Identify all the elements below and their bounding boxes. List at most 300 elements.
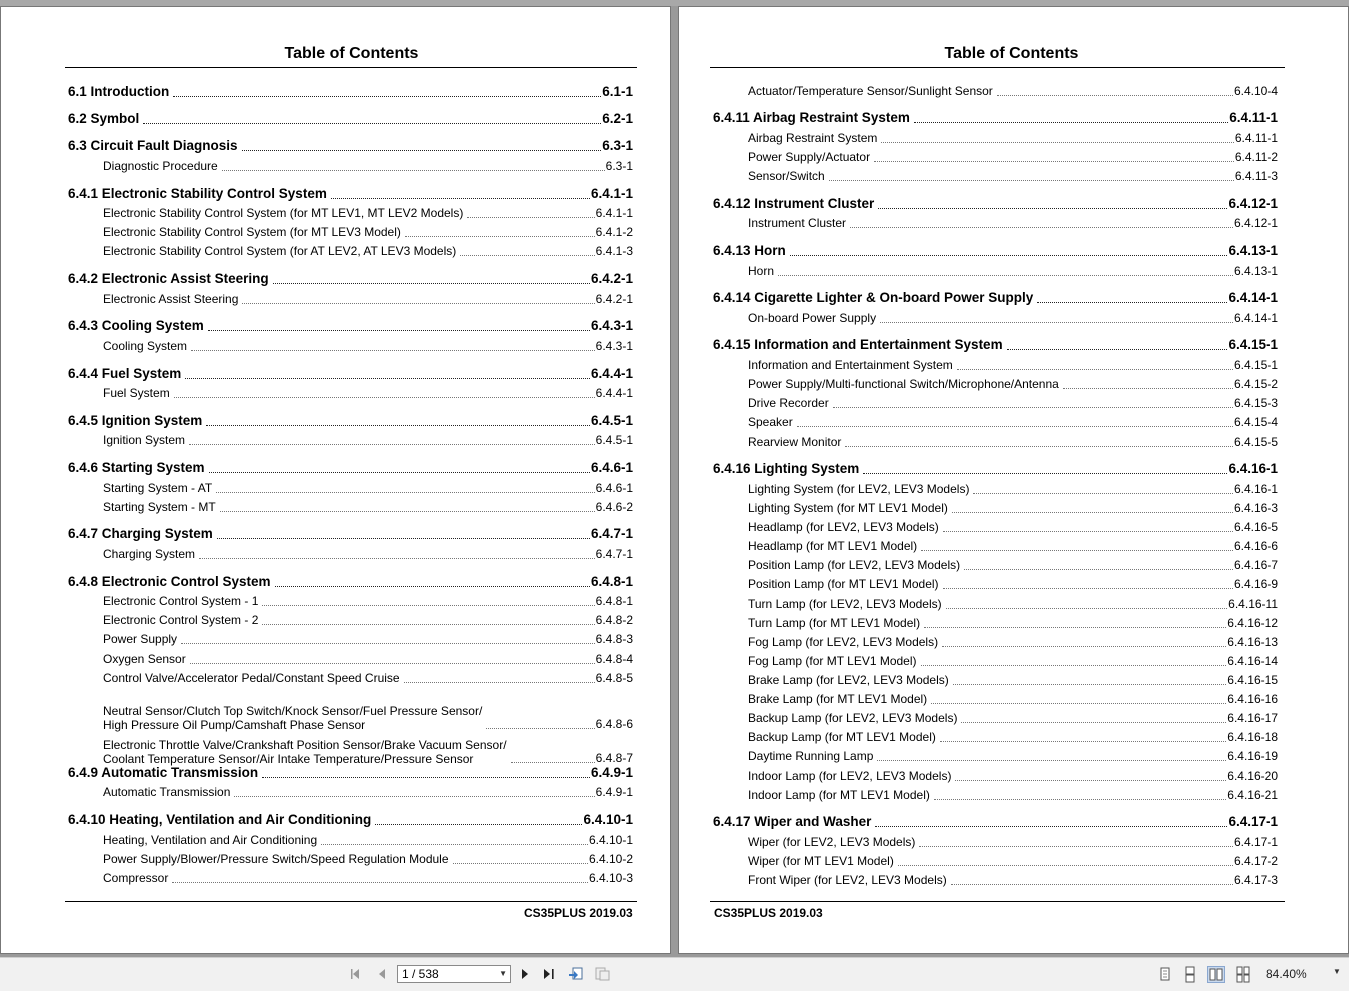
dot-leader — [262, 776, 590, 778]
toc-entry-page: 6.4.17-1 — [1228, 814, 1278, 829]
toc-entry-title: Cooling System — [103, 339, 188, 353]
toc-entry-title: Brake Lamp (for LEV2, LEV3 Models) — [748, 673, 949, 687]
toc-subsection-entry[interactable] — [748, 501, 1278, 516]
toc-subsection-entry[interactable] — [103, 481, 633, 496]
toc-entry-page: 6.4.6-1 — [595, 481, 633, 495]
toc-entry-page: 6.4.2-1 — [595, 292, 633, 306]
dot-leader — [964, 568, 1233, 570]
toc-section-entry[interactable] — [68, 271, 633, 287]
toc-entry-title: Instrument Cluster — [748, 216, 847, 230]
toc-entry-title: 6.4.5 Ignition System — [68, 413, 203, 428]
toc-entry-title: Sensor/Switch — [748, 169, 825, 183]
toc-subsection-entry[interactable] — [748, 482, 1278, 497]
toc-entry-title: Electronic Control System - 1 — [103, 594, 259, 608]
toc-subsection-entry[interactable] — [748, 415, 1278, 430]
toc-entry-title: Power Supply/Blower/Pressure Switch/Speed Regulation Module — [103, 852, 449, 866]
dot-leader — [943, 587, 1233, 589]
toc-section-entry[interactable] — [68, 413, 633, 429]
zoom-dropdown-icon[interactable]: ▼ — [1333, 967, 1341, 976]
toc-subsection-entry[interactable] — [103, 500, 633, 515]
toc-entry-page: 6.4.8-6 — [595, 717, 633, 731]
toc-subsection-entry[interactable] — [748, 150, 1278, 165]
dot-leader — [216, 491, 594, 493]
toc-entry-title: Lighting System (for LEV2, LEV3 Models) — [748, 482, 970, 496]
toc-entry-title: Backup Lamp (for LEV2, LEV3 Models) — [748, 711, 958, 725]
toc-entry-title: Turn Lamp (for LEV2, LEV3 Models) — [748, 597, 942, 611]
dot-leader — [833, 406, 1233, 408]
header-rule — [65, 67, 637, 68]
toc-entry-page: 6.2-1 — [602, 111, 633, 126]
toc-entry-title: 6.3 Circuit Fault Diagnosis — [68, 138, 238, 153]
document-page-left — [1, 7, 670, 953]
footer-rule — [65, 901, 637, 902]
dot-leader — [262, 623, 594, 625]
dot-leader — [951, 883, 1233, 885]
toc-entry-title: Electronic Stability Control System (for MT LEV1, MT LEV2 Models) — [103, 206, 464, 220]
dot-leader — [1037, 301, 1227, 303]
toc-section-entry[interactable] — [68, 186, 633, 202]
toc-subsection-entry[interactable] — [748, 835, 1278, 850]
toc-entry-title: Power Supply/Multi-functional Switch/Microphone/Antenna — [748, 377, 1059, 391]
toc-section-entry[interactable] — [68, 138, 633, 154]
dot-leader — [953, 683, 1227, 685]
page-dropdown-icon[interactable]: ▼ — [499, 969, 507, 978]
toc-section-entry[interactable] — [68, 526, 633, 542]
dot-leader — [778, 274, 1233, 276]
toc-subsection-entry[interactable] — [103, 632, 633, 647]
toc-subsection-entry[interactable] — [748, 692, 1278, 707]
toc-entry-title: Information and Entertainment System — [748, 358, 953, 372]
dot-leader — [881, 141, 1233, 143]
page-title: Table of Contents — [284, 45, 419, 62]
toc-entry-title: Power Supply/Actuator — [748, 150, 871, 164]
toc-entry-title: Rearview Monitor — [748, 435, 842, 449]
toc-subsection-entry[interactable] — [748, 558, 1278, 573]
toc-entry-page: 6.4.17-2 — [1233, 854, 1278, 868]
dot-leader — [863, 472, 1227, 474]
page-footer: CS35PLUS 2019.03 — [714, 906, 823, 920]
toc-entry-page: 6.4.12-1 — [1228, 196, 1278, 211]
toc-subsection-entry[interactable] — [103, 785, 633, 800]
toc-entry-page: 6.4.5-1 — [590, 413, 633, 428]
zoom-level[interactable]: 84.40% — [1266, 967, 1307, 981]
toc-section-entry[interactable] — [68, 765, 633, 781]
toc-entry-page: 6.4.17-1 — [1233, 835, 1278, 849]
toc-entry-page: 6.4.4-1 — [590, 366, 633, 381]
dot-leader — [952, 511, 1233, 513]
toc-entry-page: 6.4.16-13 — [1227, 635, 1278, 649]
toc-entry-title: Airbag Restraint System — [748, 131, 878, 145]
toc-entry-title: 6.4.14 Cigarette Lighter & On-board Power Supply — [713, 290, 1034, 305]
toc-entry-page: 6.4.6-1 — [590, 460, 633, 475]
toc-entry-page: 6.4.16-20 — [1227, 769, 1278, 783]
toc-entry-page: 6.4.4-1 — [595, 386, 633, 400]
toc-entry-title: 6.4.6 Starting System — [68, 460, 205, 475]
toc-entry-page: 6.4.13-1 — [1228, 243, 1278, 258]
toc-entry-page: 6.4.16-15 — [1227, 673, 1278, 687]
toc-subsection-entry[interactable] — [748, 169, 1278, 184]
toc-entry-page: 6.4.8-1 — [595, 594, 633, 608]
dot-leader — [262, 604, 594, 606]
toc-subsection-entry[interactable] — [748, 635, 1278, 650]
toc-entry-title: Wiper (for LEV2, LEV3 Models) — [748, 835, 916, 849]
toc-entry-title: Starting System - MT — [103, 500, 216, 514]
dot-leader — [946, 607, 1228, 609]
toc-entry-page: 6.4.15-3 — [1233, 396, 1278, 410]
toc-entry-title: Speaker — [748, 415, 793, 429]
toc-entry-page: 6.4.5-1 — [595, 433, 633, 447]
dot-leader — [199, 557, 595, 559]
toc-entry-page: 6.4.16-5 — [1233, 520, 1278, 534]
toc-entry-title: Position Lamp (for MT LEV1 Model) — [748, 577, 939, 591]
toc-section-entry[interactable] — [68, 318, 633, 334]
toc-entry-page: 6.4.16-11 — [1228, 597, 1278, 611]
toc-subsection-entry[interactable] — [748, 435, 1278, 450]
toc-entry-page: 6.4.11-2 — [1234, 150, 1278, 164]
toc-subsection-entry[interactable] — [103, 225, 633, 240]
toc-entry-page: 6.3-1 — [602, 138, 633, 153]
toc-entry-page: 6.4.17-3 — [1233, 873, 1278, 887]
toc-entry-title: Diagnostic Procedure — [103, 159, 218, 173]
dot-leader — [957, 368, 1233, 370]
toc-section-entry[interactable] — [68, 366, 633, 382]
continuous-facing-view-icon[interactable] — [1234, 966, 1252, 983]
toc-entry-page: 6.4.16-21 — [1227, 788, 1278, 802]
toc-entry-page: 6.3-1 — [605, 159, 633, 173]
toc-entry-title: Starting System - AT — [103, 481, 213, 495]
toc-entry-page: 6.4.13-1 — [1233, 264, 1278, 278]
dot-leader — [914, 121, 1228, 123]
toc-entry-title: Drive Recorder — [748, 396, 829, 410]
dot-leader — [878, 207, 1227, 209]
toc-subsection-entry[interactable] — [748, 131, 1278, 146]
toc-subsection-entry[interactable] — [748, 358, 1278, 373]
toc-entry-title: 6.4.1 Electronic Stability Control System — [68, 186, 327, 201]
toc-entry-page: 6.4.6-2 — [595, 500, 633, 514]
toc-entry-title: Electronic Control System - 2 — [103, 613, 259, 627]
toc-entry-title: Actuator/Temperature Sensor/Sunlight Sensor — [748, 84, 993, 98]
dot-leader — [242, 149, 602, 151]
toc-entry-title: Position Lamp (for LEV2, LEV3 Models) — [748, 558, 961, 572]
toc-subsection-entry[interactable] — [748, 520, 1278, 535]
toc-section-entry[interactable] — [68, 111, 633, 127]
dot-leader — [208, 329, 590, 331]
dot-leader — [486, 727, 594, 729]
toc-subsection-entry[interactable] — [748, 264, 1278, 279]
toc-entry-page: 6.4.16-19 — [1227, 749, 1278, 763]
toc-subsection-entry[interactable] — [103, 833, 633, 848]
toc-entry-title: Power Supply — [103, 632, 178, 646]
page-number-field[interactable] — [397, 965, 511, 983]
toc-subsection-entry[interactable] — [748, 577, 1278, 592]
toc-entry-title: 6.4.12 Instrument Cluster — [713, 196, 875, 211]
toc-entry-title: Electronic Throttle Valve/Crankshaft Position Sensor/Brake Vacuum Sensor/ Coolant Temperature Sensor/Air Intake Temperature/Pressure Sensor — [103, 738, 507, 766]
toc-entry-page: 6.1-1 — [602, 84, 633, 99]
toc-subsection-entry[interactable] — [748, 769, 1278, 784]
dot-leader — [273, 282, 590, 284]
toc-entry-page: 6.4.15-4 — [1233, 415, 1278, 429]
toc-entry-page: 6.4.3-1 — [590, 318, 633, 333]
toc-entry-page: 6.4.15-2 — [1233, 377, 1278, 391]
toc-entry-page: 6.4.12-1 — [1233, 216, 1278, 230]
dot-leader — [877, 759, 1226, 761]
toc-entry-title: 6.4.17 Wiper and Washer — [713, 814, 872, 829]
facing-view-icon[interactable] — [1207, 966, 1225, 983]
toc-entry-title: Lighting System (for MT LEV1 Model) — [748, 501, 948, 515]
dot-leader — [921, 664, 1227, 666]
dot-leader — [375, 823, 582, 825]
toc-entry-title: 6.4.3 Cooling System — [68, 318, 204, 333]
dot-leader — [898, 864, 1233, 866]
toc-entry-page: 6.4.9-1 — [590, 765, 633, 780]
toc-entry-page: 6.4.16-3 — [1233, 501, 1278, 515]
toc-entry-page: 6.4.16-6 — [1233, 539, 1278, 553]
toc-entry-page: 6.4.14-1 — [1233, 311, 1278, 325]
toc-entry-title: Indoor Lamp (for LEV2, LEV3 Models) — [748, 769, 952, 783]
toc-entry-title: 6.4.13 Horn — [713, 243, 786, 258]
toc-subsection-entry[interactable] — [103, 244, 633, 259]
dot-leader — [174, 396, 595, 398]
header-rule — [710, 67, 1285, 68]
toc-subsection-entry[interactable] — [103, 738, 633, 766]
toc-entry-title: 6.4.4 Fuel System — [68, 366, 182, 381]
toc-entry-title: Backup Lamp (for MT LEV1 Model) — [748, 730, 936, 744]
toc-entry-page: 6.4.15-1 — [1233, 358, 1278, 372]
document-page-right — [679, 7, 1348, 953]
toc-entry-page: 6.4.8-3 — [595, 632, 633, 646]
dot-leader — [209, 471, 590, 473]
toc-entry-page: 6.4.16-17 — [1227, 711, 1278, 725]
toc-subsection-entry[interactable] — [103, 159, 633, 174]
toc-subsection-entry[interactable] — [748, 377, 1278, 392]
dot-leader — [1007, 348, 1228, 350]
dot-leader — [919, 845, 1233, 847]
go-back-view-icon[interactable] — [566, 965, 586, 983]
toc-entry-title: 6.4.15 Information and Entertainment System — [713, 337, 1003, 352]
toc-section-entry[interactable] — [713, 290, 1278, 306]
footer-rule — [710, 901, 1285, 902]
toc-entry-title: 6.4.2 Electronic Assist Steering — [68, 271, 269, 286]
toc-entry-page: 6.4.15-5 — [1233, 435, 1278, 449]
toc-entry-page: 6.4.14-1 — [1228, 290, 1278, 305]
dot-leader — [173, 95, 601, 97]
toc-entry-title: Wiper (for MT LEV1 Model) — [748, 854, 894, 868]
toc-entry-page: 6.4.16-1 — [1233, 482, 1278, 496]
toc-entry-title: Fog Lamp (for MT LEV1 Model) — [748, 654, 917, 668]
toc-subsection-entry[interactable] — [748, 597, 1278, 612]
dot-leader — [190, 662, 595, 664]
dot-leader — [331, 197, 590, 199]
last-page-icon[interactable] — [539, 965, 559, 983]
toc-entry-page: 6.4.16-18 — [1227, 730, 1278, 744]
dot-leader — [220, 510, 595, 512]
dot-leader — [467, 216, 594, 218]
toc-entry-title: Brake Lamp (for MT LEV1 Model) — [748, 692, 928, 706]
dot-leader — [955, 779, 1226, 781]
dot-leader — [942, 645, 1226, 647]
toc-entry-page: 6.4.10-1 — [588, 833, 633, 847]
go-forward-view-icon[interactable] — [592, 965, 612, 983]
page-indicator: 1 / 538 — [402, 967, 439, 981]
toc-subsection-entry[interactable] — [748, 749, 1278, 764]
dot-leader — [206, 424, 590, 426]
toc-subsection-entry[interactable] — [748, 788, 1278, 803]
toc-entry-page: 6.4.1-1 — [590, 186, 633, 201]
toc-subsection-entry[interactable] — [748, 730, 1278, 745]
toc-entry-title: Fog Lamp (for LEV2, LEV3 Models) — [748, 635, 939, 649]
toc-subsection-entry[interactable] — [103, 339, 633, 354]
toc-subsection-entry[interactable] — [103, 292, 633, 307]
first-page-icon[interactable] — [347, 965, 367, 983]
toc-entry-page: 6.4.11-1 — [1229, 110, 1278, 125]
toc-entry-page: 6.4.1-2 — [595, 225, 633, 239]
toc-section-entry[interactable] — [713, 110, 1278, 126]
toc-entry-title: Horn — [748, 264, 775, 278]
toc-section-entry[interactable] — [713, 243, 1278, 259]
dot-leader — [1063, 387, 1233, 389]
toc-entry-title: On-board Power Supply — [748, 311, 877, 325]
viewer-background — [0, 0, 1349, 6]
dot-leader — [242, 302, 594, 304]
toc-entry-page: 6.4.1-3 — [595, 244, 633, 258]
toc-section-entry[interactable] — [68, 574, 633, 590]
toc-entry-page: 6.4.8-5 — [595, 671, 633, 685]
dot-leader — [172, 881, 588, 883]
toc-entry-title: Headlamp (for MT LEV1 Model) — [748, 539, 918, 553]
toc-subsection-entry[interactable] — [103, 594, 633, 609]
viewer-toolbar — [0, 957, 1349, 991]
toc-subsection-entry[interactable] — [103, 547, 633, 562]
toc-section-entry[interactable] — [68, 460, 633, 476]
dot-leader — [924, 626, 1226, 628]
dot-leader — [511, 761, 595, 763]
dot-leader — [222, 169, 605, 171]
toc-entry-page: 6.4.8-4 — [595, 652, 633, 666]
toc-section-entry[interactable] — [713, 337, 1278, 353]
toc-entry-title: 6.2 Symbol — [68, 111, 140, 126]
dot-leader — [940, 740, 1226, 742]
toc-entry-page: 6.4.16-14 — [1227, 654, 1278, 668]
single-page-view-icon[interactable] — [1156, 966, 1174, 983]
toc-entry-title: Headlamp (for LEV2, LEV3 Models) — [748, 520, 939, 534]
toc-entry-title: Oxygen Sensor — [103, 652, 186, 666]
toc-entry-page: 6.4.10-4 — [1233, 84, 1278, 98]
toc-entry-title: Automatic Transmission — [103, 785, 231, 799]
dot-leader — [405, 235, 595, 237]
toc-entry-title: Electronic Stability Control System (for MT LEV3 Model) — [103, 225, 401, 239]
toc-entry-title: Fuel System — [103, 386, 170, 400]
dot-leader — [961, 721, 1226, 723]
toc-entry-page: 6.4.8-1 — [590, 574, 633, 589]
toc-entry-page: 6.4.8-7 — [595, 751, 633, 765]
dot-leader — [790, 254, 1228, 256]
dot-leader — [453, 862, 588, 864]
toc-entry-title: Control Valve/Accelerator Pedal/Constant Speed Cruise — [103, 671, 400, 685]
toc-entry-page: 6.4.10-3 — [588, 871, 633, 885]
toc-subsection-entry[interactable] — [103, 386, 633, 401]
toc-subsection-entry[interactable] — [748, 873, 1278, 888]
dot-leader — [143, 122, 601, 124]
toc-subsection-entry[interactable] — [748, 673, 1278, 688]
toc-entry-title: Charging System — [103, 547, 196, 561]
toc-subsection-entry[interactable] — [748, 616, 1278, 631]
previous-page-icon[interactable] — [372, 965, 392, 983]
dot-leader — [921, 549, 1233, 551]
toc-entry-title: Daytime Running Lamp — [748, 749, 874, 763]
toc-entry-page: 6.4.16-9 — [1233, 577, 1278, 591]
toc-subsection-entry[interactable] — [748, 539, 1278, 554]
toc-entry-page: 6.4.10-2 — [588, 852, 633, 866]
toc-subsection-entry[interactable] — [748, 216, 1278, 231]
toc-subsection-entry[interactable] — [103, 852, 633, 867]
toc-subsection-entry[interactable] — [748, 854, 1278, 869]
toc-entry-page: 6.4.8-2 — [595, 613, 633, 627]
toc-entry-page: 6.4.16-16 — [1227, 692, 1278, 706]
dot-leader — [943, 530, 1233, 532]
toc-subsection-entry[interactable] — [748, 311, 1278, 326]
dot-leader — [185, 377, 590, 379]
toc-subsection-entry[interactable] — [748, 654, 1278, 669]
toc-entry-page: 6.4.3-1 — [595, 339, 633, 353]
next-page-icon[interactable] — [515, 965, 535, 983]
toc-entry-title: Compressor — [103, 871, 169, 885]
dot-leader — [217, 537, 590, 539]
toc-subsection-entry[interactable] — [748, 711, 1278, 726]
dot-leader — [797, 425, 1233, 427]
toc-subsection-entry[interactable] — [103, 613, 633, 628]
toc-entry-title: Turn Lamp (for MT LEV1 Model) — [748, 616, 921, 630]
toc-entry-title: Electronic Assist Steering — [103, 292, 239, 306]
dot-leader — [845, 445, 1233, 447]
dot-leader — [973, 492, 1233, 494]
toc-entry-page: 6.4.11-3 — [1234, 169, 1278, 183]
toc-subsection-entry[interactable] — [748, 84, 1278, 99]
toc-entry-page: 6.4.16-1 — [1228, 461, 1278, 476]
dot-leader — [850, 226, 1233, 228]
toc-entry-page: 6.4.16-12 — [1227, 616, 1278, 630]
toc-entry-title: 6.4.7 Charging System — [68, 526, 213, 541]
toc-section-entry[interactable] — [68, 812, 633, 828]
toc-entry-page: 6.4.11-1 — [1234, 131, 1278, 145]
toc-subsection-entry[interactable] — [103, 704, 633, 732]
dot-leader — [874, 160, 1234, 162]
toc-section-entry[interactable] — [713, 196, 1278, 212]
dot-leader — [189, 443, 595, 445]
toc-subsection-entry[interactable] — [103, 206, 633, 221]
toc-subsection-entry[interactable] — [103, 433, 633, 448]
toc-section-entry[interactable] — [68, 84, 633, 100]
dot-leader — [997, 94, 1233, 96]
toc-subsection-entry[interactable] — [748, 396, 1278, 411]
toc-subsection-entry[interactable] — [103, 871, 633, 886]
continuous-view-icon[interactable] — [1181, 966, 1199, 983]
toc-entry-title: Ignition System — [103, 433, 186, 447]
toc-entry-page: 6.4.7-1 — [595, 547, 633, 561]
toc-subsection-entry[interactable] — [103, 652, 633, 667]
toc-section-entry[interactable] — [713, 814, 1278, 830]
page-title: Table of Contents — [944, 45, 1079, 62]
toc-entry-page: 6.4.16-7 — [1233, 558, 1278, 572]
dot-leader — [880, 321, 1233, 323]
toc-entry-title: 6.4.10 Heating, Ventilation and Air Conditioning — [68, 812, 372, 827]
dot-leader — [875, 825, 1227, 827]
dot-leader — [181, 642, 595, 644]
toc-section-entry[interactable] — [713, 461, 1278, 477]
dot-leader — [934, 798, 1226, 800]
toc-entry-title: 6.4.11 Airbag Restraint System — [713, 110, 910, 125]
toc-entry-title: 6.1 Introduction — [68, 84, 170, 99]
toc-subsection-entry[interactable] — [103, 671, 633, 686]
